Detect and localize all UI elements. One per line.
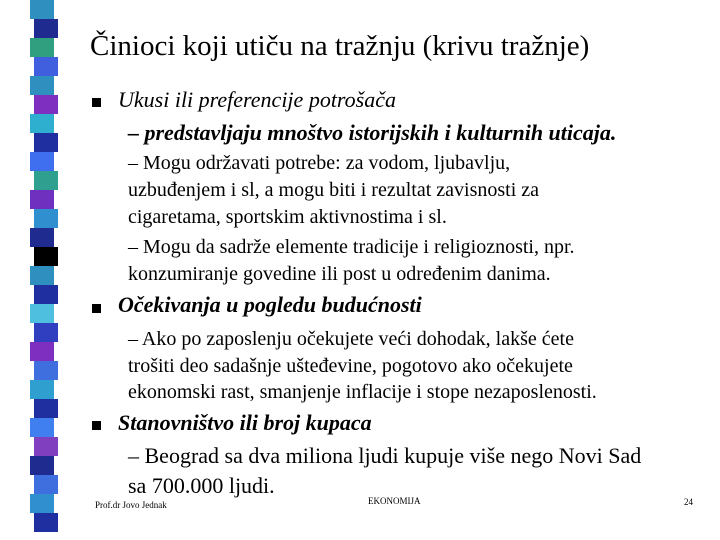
decorative-stripe (34, 361, 58, 380)
decorative-stripe (34, 57, 58, 76)
detail-line: trošiti deo sadašnje uštеđevine, pogotovo ako očekujete (128, 355, 573, 377)
detail-line: konzumiranje govedine ili post u određenim danima. (128, 263, 551, 285)
decorative-stripe (34, 133, 58, 152)
footer-course: EKONOMIJA (368, 496, 421, 506)
decorative-stripe (30, 494, 54, 513)
decorative-stripe (34, 513, 58, 532)
decorative-stripe (30, 418, 54, 437)
slide-title: Činioci koji utiču na tražnju (krivu tražnje) (90, 30, 590, 62)
decorative-stripe (30, 266, 54, 285)
footer-author: Prof.dr Jovo Jednak (95, 500, 167, 510)
bullet-heading-population: Stanovništvo ili broj kupaca (118, 410, 372, 435)
decorative-stripe (30, 0, 54, 19)
bullet-marker (92, 98, 101, 107)
decorative-stripe (30, 304, 54, 323)
detail-line: sa 700.000 ljudi. (128, 473, 275, 498)
decorative-stripe (34, 285, 58, 304)
detail-line: – Mogu da sadrže elemente tradicije i religioznosti, npr. (128, 236, 575, 258)
bullet-heading-preferences: Ukusi ili preferencije potrošača (118, 87, 396, 112)
decorative-stripe (30, 456, 54, 475)
decorative-stripe (30, 228, 54, 247)
detail-line: uzbuđenjem i sl, a mogu biti i rezultat zavisnosti za (128, 179, 540, 201)
decorative-stripe (30, 190, 54, 209)
decorative-stripe (34, 95, 58, 114)
detail-line: ekonomski rast, smanjenje inflacije i stope nezaposlenosti. (128, 381, 597, 403)
decorative-stripe (34, 247, 58, 266)
bullet-heading-expectations: Očekivanja u pogledu budućnosti (118, 292, 422, 317)
bullet-subheading-preferences: – predstavljaju mnoštvo istorijskih i kulturnih uticaja. (128, 120, 617, 145)
decorative-stripe (30, 76, 54, 95)
decorative-stripe (30, 152, 54, 171)
detail-line: – Mogu održavati potrebe: za vodom, ljubavlju, (128, 152, 511, 174)
detail-line: – Beograd sa dva miliona ljudi kupuje više nego Novi Sad (128, 443, 642, 468)
bullet-marker (92, 421, 101, 430)
decorative-stripe (30, 38, 54, 57)
footer-page-number: 24 (684, 497, 693, 507)
decorative-stripe (30, 114, 54, 133)
decorative-stripe (30, 380, 54, 399)
decorative-stripe (34, 171, 58, 190)
decorative-stripe (34, 323, 58, 342)
decorative-stripe (34, 399, 58, 418)
bullet-marker (92, 304, 101, 313)
decorative-stripe (34, 209, 58, 228)
detail-line: cigaretama, sportskim aktivnostima i sl. (128, 206, 447, 228)
decorative-stripe (34, 437, 58, 456)
decorative-stripe (34, 475, 58, 494)
decorative-stripe-column (0, 0, 54, 540)
decorative-stripe (30, 342, 54, 361)
decorative-stripe (34, 19, 58, 38)
detail-line: – Ako po zaposlenju očekujete veći dohodak, lakše ćete (128, 328, 574, 350)
